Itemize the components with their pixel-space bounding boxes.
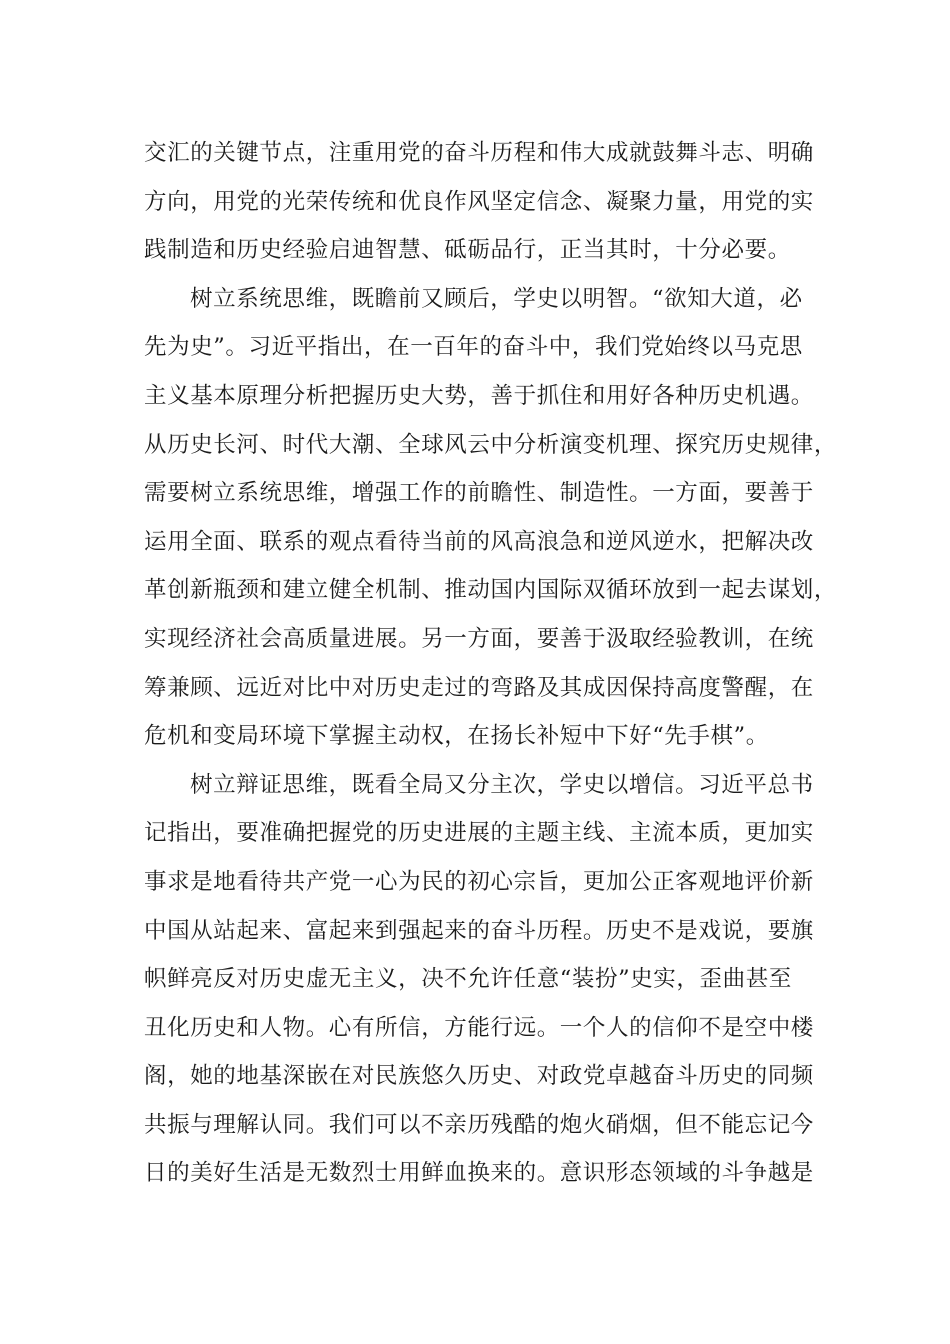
text-line: 事求是地看待共产党一心为民的初心宗旨，更加公正客观地评价新 — [144, 868, 814, 895]
text-line: 方向，用党的光荣传统和优良作风坚定信念、凝聚力量，用党的实 — [144, 188, 814, 215]
text-line: 帜鲜亮反对历史虚无主义，决不允许任意“装扮”史实，歪曲甚至 — [144, 966, 792, 993]
text-line: 主义基本原理分析把握历史大势，善于抓住和用好各种历史机遇。 — [144, 382, 814, 409]
text-line: 运用全面、联系的观点看待当前的风高浪急和逆风逆水，把解决改 — [144, 528, 814, 555]
text-line: 危机和变局环境下掌握主动权，在扬长补短中下好“先手棋”。 — [144, 723, 769, 750]
document-body — [144, 129, 838, 1198]
text-line: 记指出，要准确把握党的历史进展的主题主线、主流本质，更加实 — [144, 820, 814, 847]
text-line: 共振与理解认同。我们可以不亲历残酷的炮火硝烟，但不能忘记今 — [144, 1111, 814, 1138]
text-line: 筹兼顾、远近对比中对历史走过的弯路及其成因保持高度警醒，在 — [144, 674, 814, 701]
paragraph-first-line: 树立系统思维，既瞻前又顾后，学史以明智。“欲知大道，必 — [190, 285, 803, 312]
text-line: 先为史”。习近平指出，在一百年的奋斗中，我们党始终以马克思 — [144, 334, 803, 361]
text-line: 践制造和历史经验启迪智慧、砥砺品行，正当其时，十分必要。 — [144, 237, 791, 264]
text-line: 丑化历史和人物。心有所信，方能行远。一个人的信仰不是空中楼 — [144, 1014, 814, 1041]
text-line: 中国从站起来、富起来到强起来的奋斗历程。历史不是戏说，要旗 — [144, 917, 814, 944]
text-line: 需要树立系统思维，增强工作的前瞻性、制造性。一方面，要善于 — [144, 480, 814, 507]
paragraph-first-line: 树立辩证思维，既看全局又分主次，学史以增信。习近平总书 — [190, 771, 814, 798]
text-line: 交汇的关键节点，注重用党的奋斗历程和伟大成就鼓舞斗志、明确 — [144, 140, 814, 166]
text-line: 革创新瓶颈和建立健全机制、推动国内国际双循环放到一起去谋划， — [144, 577, 838, 604]
text-line: 日的美好生活是无数烈士用鲜血换来的。意识形态领域的斗争越是 — [144, 1160, 814, 1187]
text-line: 阁，她的地基深嵌在对民族悠久历史、对政党卓越奋斗历史的同频 — [144, 1063, 814, 1090]
text-line: 实现经济社会高质量进展。另一方面，要善于汲取经验教训，在统 — [144, 625, 814, 652]
text-line: 从历史长河、时代大潮、全球风云中分析演变机理、探究历史规律， — [144, 431, 838, 458]
